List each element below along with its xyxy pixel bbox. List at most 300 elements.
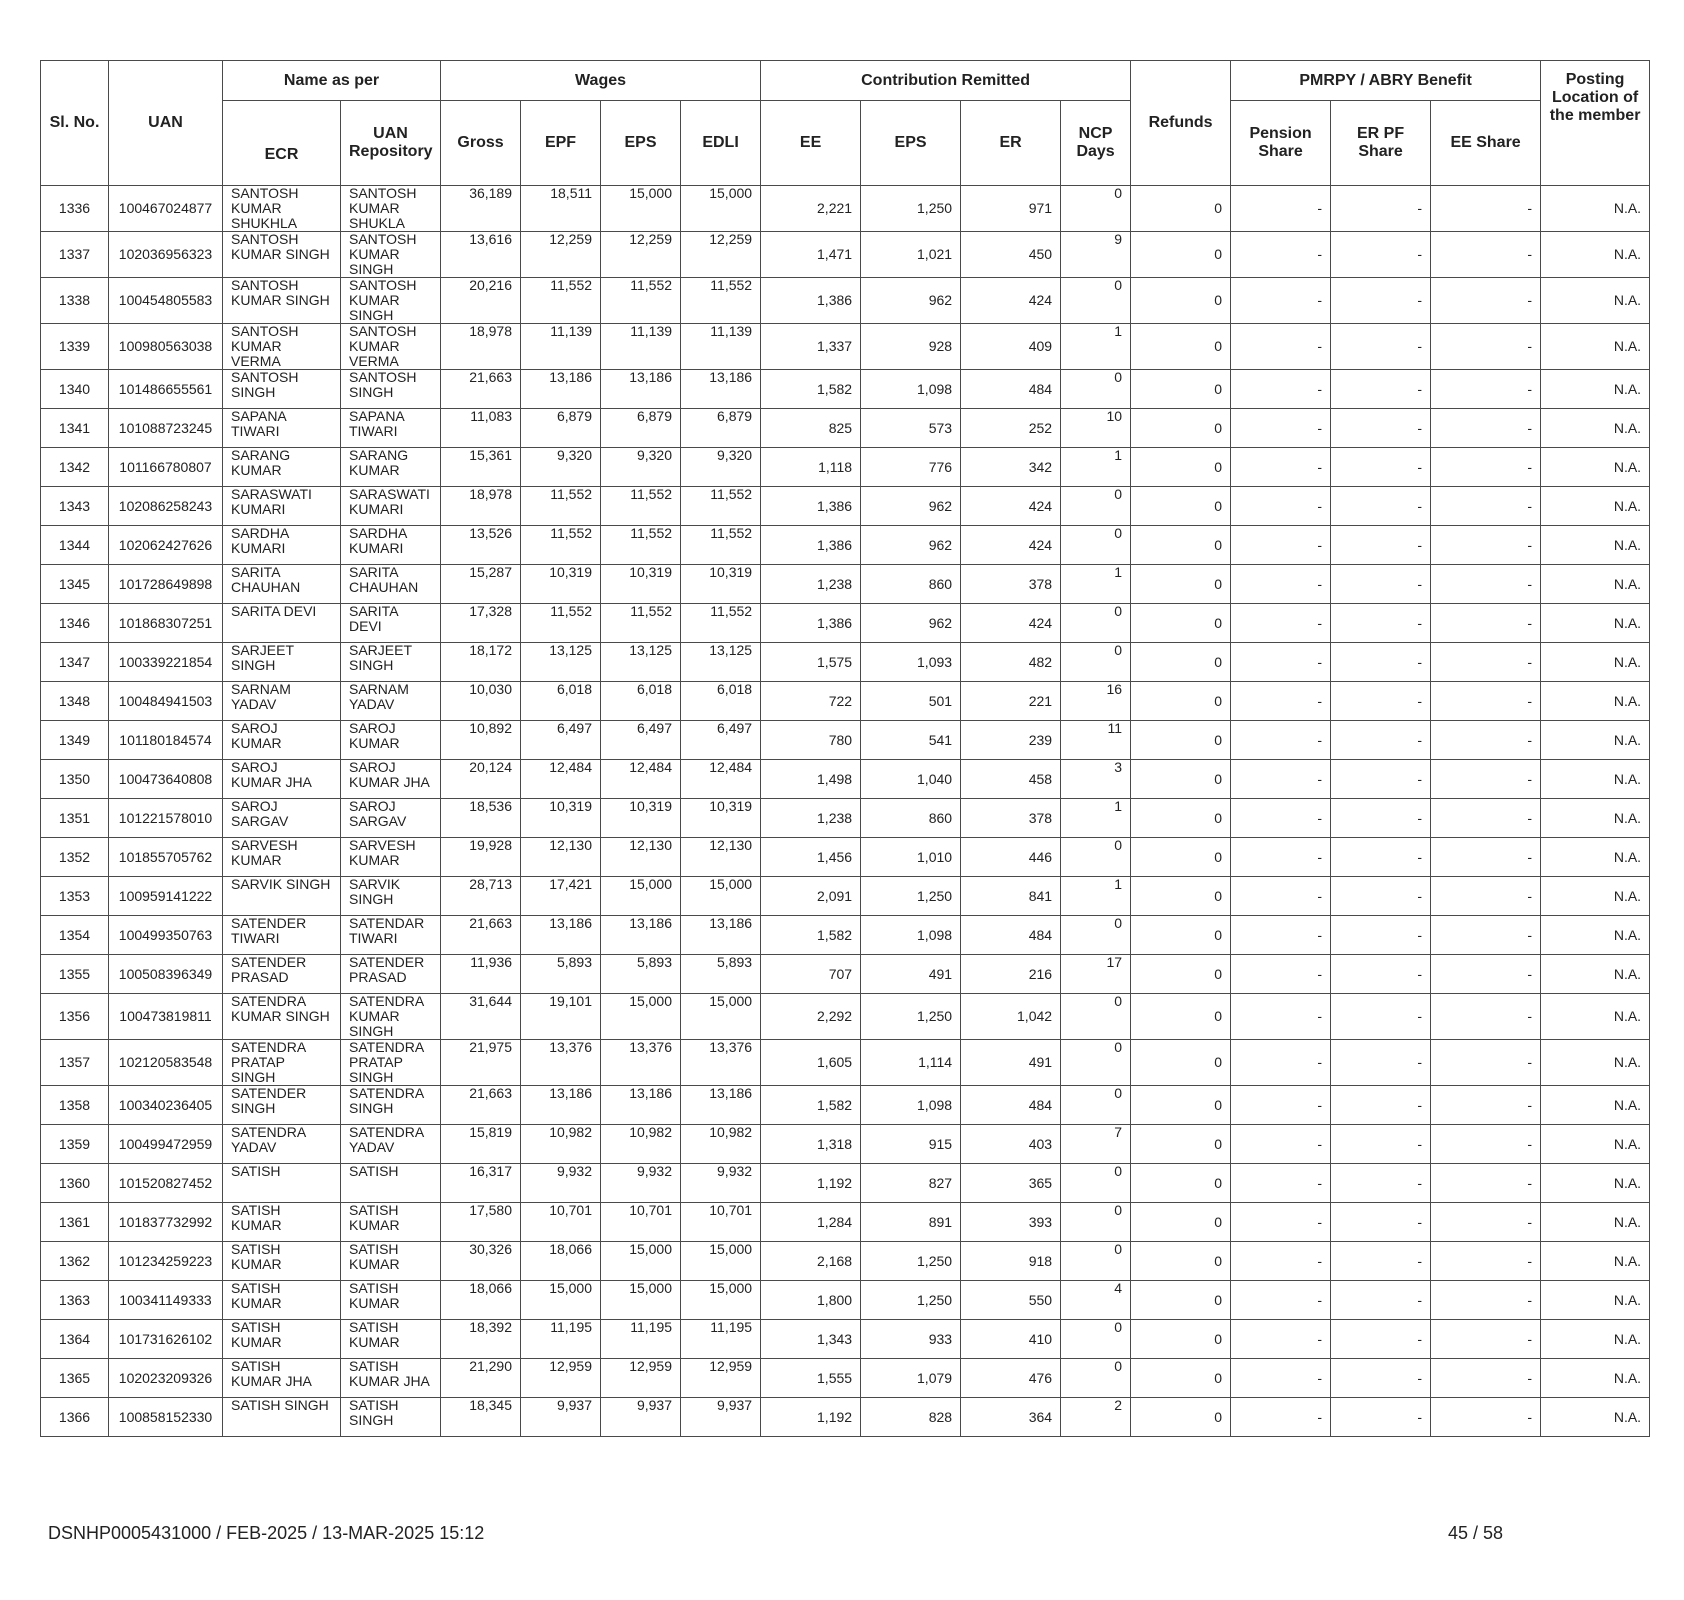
cell-uan-repository-name: SATENDAR TIWARI bbox=[341, 916, 441, 955]
cell-edli: 10,701 bbox=[681, 1203, 761, 1242]
header-er: ER bbox=[961, 101, 1061, 186]
cell-posting-location: N.A. bbox=[1541, 232, 1650, 278]
cell-ee: 1,386 bbox=[761, 526, 861, 565]
cell-contribution-eps: 962 bbox=[861, 526, 961, 565]
cell-uan-repository-name: SARASWATI KUMARI bbox=[341, 487, 441, 526]
cell-er: 393 bbox=[961, 1203, 1061, 1242]
cell-refunds: 0 bbox=[1131, 1281, 1231, 1320]
cell-epf: 11,195 bbox=[521, 1320, 601, 1359]
cell-er-pf-share: - bbox=[1331, 916, 1431, 955]
cell-er-pf-share: - bbox=[1331, 1320, 1431, 1359]
cell-ecr-name: SANTOSH KUMAR SINGH bbox=[223, 232, 341, 278]
cell-ee-share: - bbox=[1431, 324, 1541, 370]
cell-wages-eps: 11,139 bbox=[601, 324, 681, 370]
cell-ecr-name: SATENDER TIWARI bbox=[223, 916, 341, 955]
cell-epf: 17,421 bbox=[521, 877, 601, 916]
cell-posting-location: N.A. bbox=[1541, 643, 1650, 682]
cell-er: 403 bbox=[961, 1125, 1061, 1164]
cell-pension-share: - bbox=[1231, 448, 1331, 487]
cell-gross: 20,216 bbox=[441, 278, 521, 324]
cell-er: 216 bbox=[961, 955, 1061, 994]
cell-epf: 12,484 bbox=[521, 760, 601, 799]
cell-sl-no: 1361 bbox=[41, 1203, 109, 1242]
cell-contribution-eps: 776 bbox=[861, 448, 961, 487]
cell-ecr-name: SATENDRA YADAV bbox=[223, 1125, 341, 1164]
cell-uan: 100508396349 bbox=[109, 955, 223, 994]
cell-pension-share: - bbox=[1231, 1203, 1331, 1242]
cell-gross: 36,189 bbox=[441, 186, 521, 232]
cell-edli: 6,497 bbox=[681, 721, 761, 760]
cell-sl-no: 1357 bbox=[41, 1040, 109, 1086]
cell-epf: 10,982 bbox=[521, 1125, 601, 1164]
cell-ecr-name: SATENDER PRASAD bbox=[223, 955, 341, 994]
table-row bbox=[41, 994, 1650, 1040]
cell-ncp-days: 0 bbox=[1061, 994, 1131, 1040]
cell-uan-repository-name: SATISH KUMAR JHA bbox=[341, 1359, 441, 1398]
cell-gross: 18,536 bbox=[441, 799, 521, 838]
cell-uan-repository-name: SANTOSH KUMAR SINGH bbox=[341, 232, 441, 278]
cell-wages-eps: 11,552 bbox=[601, 604, 681, 643]
cell-refunds: 0 bbox=[1131, 1320, 1231, 1359]
cell-ecr-name: SARDHA KUMARI bbox=[223, 526, 341, 565]
cell-ecr-name: SATISH KUMAR bbox=[223, 1242, 341, 1281]
cell-er-pf-share: - bbox=[1331, 643, 1431, 682]
cell-uan: 102120583548 bbox=[109, 1040, 223, 1086]
cell-epf: 13,125 bbox=[521, 643, 601, 682]
cell-er-pf-share: - bbox=[1331, 1125, 1431, 1164]
cell-gross: 18,066 bbox=[441, 1281, 521, 1320]
cell-pension-share: - bbox=[1231, 1164, 1331, 1203]
cell-ecr-name: SARNAM YADAV bbox=[223, 682, 341, 721]
cell-contribution-eps: 962 bbox=[861, 604, 961, 643]
cell-ee: 1,343 bbox=[761, 1320, 861, 1359]
cell-edli: 11,552 bbox=[681, 604, 761, 643]
cell-ecr-name: SARVESH KUMAR bbox=[223, 838, 341, 877]
cell-wages-eps: 11,195 bbox=[601, 1320, 681, 1359]
cell-ecr-name: SAROJ KUMAR bbox=[223, 721, 341, 760]
table-row bbox=[41, 448, 1650, 487]
cell-refunds: 0 bbox=[1131, 604, 1231, 643]
cell-ee-share: - bbox=[1431, 1125, 1541, 1164]
cell-refunds: 0 bbox=[1131, 799, 1231, 838]
cell-ee-share: - bbox=[1431, 565, 1541, 604]
cell-ee-share: - bbox=[1431, 838, 1541, 877]
cell-contribution-eps: 541 bbox=[861, 721, 961, 760]
cell-ee-share: - bbox=[1431, 278, 1541, 324]
table-row bbox=[41, 409, 1650, 448]
cell-ee-share: - bbox=[1431, 1040, 1541, 1086]
cell-ncp-days: 1 bbox=[1061, 799, 1131, 838]
cell-uan-repository-name: SANTOSH KUMAR VERMA bbox=[341, 324, 441, 370]
cell-refunds: 0 bbox=[1131, 487, 1231, 526]
cell-uan-repository-name: SANTOSH KUMAR SINGH bbox=[341, 278, 441, 324]
cell-edli: 13,186 bbox=[681, 916, 761, 955]
cell-er: 424 bbox=[961, 278, 1061, 324]
cell-edli: 9,932 bbox=[681, 1164, 761, 1203]
cell-sl-no: 1356 bbox=[41, 994, 109, 1040]
cell-sl-no: 1336 bbox=[41, 186, 109, 232]
cell-posting-location: N.A. bbox=[1541, 799, 1650, 838]
cell-uan-repository-name: SATENDRA PRATAP SINGH bbox=[341, 1040, 441, 1086]
cell-ncp-days: 2 bbox=[1061, 1398, 1131, 1437]
cell-wages-eps: 13,186 bbox=[601, 1086, 681, 1125]
header-epf: EPF bbox=[521, 101, 601, 186]
cell-wages-eps: 6,497 bbox=[601, 721, 681, 760]
cell-uan-repository-name: SATENDER PRASAD bbox=[341, 955, 441, 994]
cell-sl-no: 1340 bbox=[41, 370, 109, 409]
cell-uan: 101520827452 bbox=[109, 1164, 223, 1203]
cell-posting-location: N.A. bbox=[1541, 409, 1650, 448]
cell-posting-location: N.A. bbox=[1541, 916, 1650, 955]
cell-posting-location: N.A. bbox=[1541, 1359, 1650, 1398]
cell-uan-repository-name: SARITA DEVI bbox=[341, 604, 441, 643]
table-row bbox=[41, 565, 1650, 604]
header-ecr: ECR bbox=[223, 101, 341, 186]
cell-er-pf-share: - bbox=[1331, 232, 1431, 278]
cell-sl-no: 1339 bbox=[41, 324, 109, 370]
cell-wages-eps: 9,932 bbox=[601, 1164, 681, 1203]
cell-refunds: 0 bbox=[1131, 1242, 1231, 1281]
cell-contribution-eps: 962 bbox=[861, 278, 961, 324]
cell-ecr-name: SARJEET SINGH bbox=[223, 643, 341, 682]
cell-ee: 707 bbox=[761, 955, 861, 994]
cell-er-pf-share: - bbox=[1331, 186, 1431, 232]
cell-pension-share: - bbox=[1231, 232, 1331, 278]
cell-edli: 15,000 bbox=[681, 1242, 761, 1281]
cell-ee: 1,498 bbox=[761, 760, 861, 799]
cell-er-pf-share: - bbox=[1331, 760, 1431, 799]
cell-er-pf-share: - bbox=[1331, 1203, 1431, 1242]
cell-wages-eps: 15,000 bbox=[601, 994, 681, 1040]
cell-ee: 1,575 bbox=[761, 643, 861, 682]
cell-ee-share: - bbox=[1431, 955, 1541, 994]
cell-refunds: 0 bbox=[1131, 278, 1231, 324]
cell-sl-no: 1349 bbox=[41, 721, 109, 760]
cell-posting-location: N.A. bbox=[1541, 1203, 1650, 1242]
cell-posting-location: N.A. bbox=[1541, 838, 1650, 877]
cell-contribution-eps: 1,250 bbox=[861, 1281, 961, 1320]
cell-er-pf-share: - bbox=[1331, 526, 1431, 565]
cell-refunds: 0 bbox=[1131, 643, 1231, 682]
cell-pension-share: - bbox=[1231, 721, 1331, 760]
table-row bbox=[41, 643, 1650, 682]
cell-epf: 12,959 bbox=[521, 1359, 601, 1398]
cell-posting-location: N.A. bbox=[1541, 877, 1650, 916]
cell-er-pf-share: - bbox=[1331, 409, 1431, 448]
cell-er-pf-share: - bbox=[1331, 1398, 1431, 1437]
cell-edli: 10,319 bbox=[681, 799, 761, 838]
cell-ee: 722 bbox=[761, 682, 861, 721]
cell-epf: 15,000 bbox=[521, 1281, 601, 1320]
cell-pension-share: - bbox=[1231, 799, 1331, 838]
cell-pension-share: - bbox=[1231, 186, 1331, 232]
cell-edli: 11,552 bbox=[681, 487, 761, 526]
cell-gross: 17,328 bbox=[441, 604, 521, 643]
cell-posting-location: N.A. bbox=[1541, 721, 1650, 760]
cell-er-pf-share: - bbox=[1331, 721, 1431, 760]
cell-ecr-name: SANTOSH SINGH bbox=[223, 370, 341, 409]
cell-ecr-name: SANTOSH KUMAR SHUKHLA bbox=[223, 186, 341, 232]
cell-uan: 101868307251 bbox=[109, 604, 223, 643]
table-body bbox=[41, 186, 1650, 1437]
cell-uan-repository-name: SATENDRA KUMAR SINGH bbox=[341, 994, 441, 1040]
header-ncp-days: NCP Days bbox=[1061, 101, 1131, 186]
cell-ee: 1,337 bbox=[761, 324, 861, 370]
table-header bbox=[41, 61, 1650, 186]
cell-er: 378 bbox=[961, 565, 1061, 604]
cell-refunds: 0 bbox=[1131, 1359, 1231, 1398]
cell-pension-share: - bbox=[1231, 838, 1331, 877]
cell-contribution-eps: 933 bbox=[861, 1320, 961, 1359]
cell-edli: 15,000 bbox=[681, 994, 761, 1040]
cell-pension-share: - bbox=[1231, 1398, 1331, 1437]
cell-er: 491 bbox=[961, 1040, 1061, 1086]
cell-pension-share: - bbox=[1231, 409, 1331, 448]
cell-refunds: 0 bbox=[1131, 1203, 1231, 1242]
cell-refunds: 0 bbox=[1131, 1125, 1231, 1164]
table-row bbox=[41, 278, 1650, 324]
cell-er-pf-share: - bbox=[1331, 955, 1431, 994]
cell-edli: 10,982 bbox=[681, 1125, 761, 1164]
cell-er-pf-share: - bbox=[1331, 1040, 1431, 1086]
cell-sl-no: 1341 bbox=[41, 409, 109, 448]
cell-ncp-days: 0 bbox=[1061, 487, 1131, 526]
cell-gross: 15,287 bbox=[441, 565, 521, 604]
cell-er: 450 bbox=[961, 232, 1061, 278]
cell-ee: 1,386 bbox=[761, 487, 861, 526]
cell-epf: 10,319 bbox=[521, 565, 601, 604]
cell-epf: 6,497 bbox=[521, 721, 601, 760]
cell-pension-share: - bbox=[1231, 994, 1331, 1040]
cell-uan: 100467024877 bbox=[109, 186, 223, 232]
cell-pension-share: - bbox=[1231, 565, 1331, 604]
cell-ee-share: - bbox=[1431, 682, 1541, 721]
cell-er: 484 bbox=[961, 1086, 1061, 1125]
table-row bbox=[41, 877, 1650, 916]
cell-edli: 12,130 bbox=[681, 838, 761, 877]
cell-uan-repository-name: SATENDRA SINGH bbox=[341, 1086, 441, 1125]
cell-posting-location: N.A. bbox=[1541, 448, 1650, 487]
cell-er: 918 bbox=[961, 1242, 1061, 1281]
cell-uan-repository-name: SAROJ SARGAV bbox=[341, 799, 441, 838]
cell-sl-no: 1345 bbox=[41, 565, 109, 604]
cell-contribution-eps: 860 bbox=[861, 565, 961, 604]
cell-ecr-name: SATISH SINGH bbox=[223, 1398, 341, 1437]
cell-pension-share: - bbox=[1231, 324, 1331, 370]
cell-uan-repository-name: SANTOSH KUMAR SHUKLA bbox=[341, 186, 441, 232]
cell-er: 424 bbox=[961, 487, 1061, 526]
cell-epf: 13,186 bbox=[521, 916, 601, 955]
header-posting-location: Posting Location of the member bbox=[1541, 61, 1650, 186]
cell-er: 484 bbox=[961, 370, 1061, 409]
cell-refunds: 0 bbox=[1131, 916, 1231, 955]
cell-refunds: 0 bbox=[1131, 955, 1231, 994]
cell-ncp-days: 17 bbox=[1061, 955, 1131, 994]
cell-ee-share: - bbox=[1431, 1164, 1541, 1203]
cell-ee-share: - bbox=[1431, 487, 1541, 526]
cell-gross: 31,644 bbox=[441, 994, 521, 1040]
cell-epf: 6,879 bbox=[521, 409, 601, 448]
cell-epf: 9,932 bbox=[521, 1164, 601, 1203]
cell-epf: 11,552 bbox=[521, 487, 601, 526]
cell-posting-location: N.A. bbox=[1541, 1398, 1650, 1437]
cell-ncp-days: 7 bbox=[1061, 1125, 1131, 1164]
page-number: 45 / 58 bbox=[1448, 1523, 1504, 1543]
table-row bbox=[41, 1125, 1650, 1164]
cell-gross: 10,892 bbox=[441, 721, 521, 760]
cell-ncp-days: 11 bbox=[1061, 721, 1131, 760]
cell-uan: 100484941503 bbox=[109, 682, 223, 721]
cell-refunds: 0 bbox=[1131, 370, 1231, 409]
cell-refunds: 0 bbox=[1131, 232, 1231, 278]
cell-ecr-name: SAROJ SARGAV bbox=[223, 799, 341, 838]
cell-epf: 9,937 bbox=[521, 1398, 601, 1437]
cell-ncp-days: 0 bbox=[1061, 186, 1131, 232]
cell-ncp-days: 10 bbox=[1061, 409, 1131, 448]
cell-ncp-days: 0 bbox=[1061, 1164, 1131, 1203]
cell-gross: 20,124 bbox=[441, 760, 521, 799]
cell-edli: 5,893 bbox=[681, 955, 761, 994]
cell-ecr-name: SANTOSH KUMAR SINGH bbox=[223, 278, 341, 324]
cell-epf: 12,130 bbox=[521, 838, 601, 877]
table-row bbox=[41, 1040, 1650, 1086]
cell-wages-eps: 13,186 bbox=[601, 916, 681, 955]
cell-ncp-days: 0 bbox=[1061, 278, 1131, 324]
cell-ee: 1,800 bbox=[761, 1281, 861, 1320]
cell-contribution-eps: 1,021 bbox=[861, 232, 961, 278]
cell-pension-share: - bbox=[1231, 526, 1331, 565]
header-gross: Gross bbox=[441, 101, 521, 186]
cell-ecr-name: SATISH KUMAR bbox=[223, 1320, 341, 1359]
header-name-as-per: Name as per bbox=[223, 61, 441, 101]
cell-er: 378 bbox=[961, 799, 1061, 838]
cell-pension-share: - bbox=[1231, 1040, 1331, 1086]
cell-er-pf-share: - bbox=[1331, 1164, 1431, 1203]
cell-ee-share: - bbox=[1431, 1281, 1541, 1320]
cell-ee-share: - bbox=[1431, 643, 1541, 682]
header-sl-no: Sl. No. bbox=[41, 61, 109, 186]
cell-ee-share: - bbox=[1431, 1359, 1541, 1398]
cell-sl-no: 1354 bbox=[41, 916, 109, 955]
cell-pension-share: - bbox=[1231, 682, 1331, 721]
cell-ncp-days: 1 bbox=[1061, 565, 1131, 604]
cell-ecr-name: SARASWATI KUMARI bbox=[223, 487, 341, 526]
cell-gross: 18,172 bbox=[441, 643, 521, 682]
cell-er-pf-share: - bbox=[1331, 604, 1431, 643]
cell-pension-share: - bbox=[1231, 916, 1331, 955]
cell-uan: 101855705762 bbox=[109, 838, 223, 877]
cell-wages-eps: 11,552 bbox=[601, 526, 681, 565]
cell-ecr-name: SARVIK SINGH bbox=[223, 877, 341, 916]
cell-ecr-name: SATISH KUMAR bbox=[223, 1203, 341, 1242]
cell-er-pf-share: - bbox=[1331, 487, 1431, 526]
cell-pension-share: - bbox=[1231, 955, 1331, 994]
cell-contribution-eps: 928 bbox=[861, 324, 961, 370]
table-row bbox=[41, 838, 1650, 877]
cell-posting-location: N.A. bbox=[1541, 1164, 1650, 1203]
cell-gross: 15,819 bbox=[441, 1125, 521, 1164]
cell-uan-repository-name: SATISH KUMAR bbox=[341, 1281, 441, 1320]
cell-er-pf-share: - bbox=[1331, 370, 1431, 409]
cell-edli: 13,186 bbox=[681, 1086, 761, 1125]
cell-ee-share: - bbox=[1431, 409, 1541, 448]
cell-gross: 17,580 bbox=[441, 1203, 521, 1242]
cell-pension-share: - bbox=[1231, 1320, 1331, 1359]
header-uan-repository: UAN Repository bbox=[341, 101, 441, 186]
cell-ecr-name: SATENDER SINGH bbox=[223, 1086, 341, 1125]
cell-ncp-days: 1 bbox=[1061, 324, 1131, 370]
cell-sl-no: 1364 bbox=[41, 1320, 109, 1359]
cell-uan: 100980563038 bbox=[109, 324, 223, 370]
cell-wages-eps: 11,552 bbox=[601, 278, 681, 324]
cell-posting-location: N.A. bbox=[1541, 370, 1650, 409]
cell-contribution-eps: 1,093 bbox=[861, 643, 961, 682]
cell-refunds: 0 bbox=[1131, 1164, 1231, 1203]
cell-er: 482 bbox=[961, 643, 1061, 682]
cell-edli: 15,000 bbox=[681, 186, 761, 232]
cell-er: 550 bbox=[961, 1281, 1061, 1320]
cell-wages-eps: 15,000 bbox=[601, 1281, 681, 1320]
cell-epf: 12,259 bbox=[521, 232, 601, 278]
cell-pension-share: - bbox=[1231, 487, 1331, 526]
cell-er: 971 bbox=[961, 186, 1061, 232]
cell-ee: 2,221 bbox=[761, 186, 861, 232]
cell-refunds: 0 bbox=[1131, 1398, 1231, 1437]
cell-epf: 13,186 bbox=[521, 370, 601, 409]
cell-contribution-eps: 1,098 bbox=[861, 916, 961, 955]
cell-ecr-name: SAROJ KUMAR JHA bbox=[223, 760, 341, 799]
cell-er: 841 bbox=[961, 877, 1061, 916]
header-uan: UAN bbox=[109, 61, 223, 186]
table-row bbox=[41, 186, 1650, 232]
cell-gross: 21,975 bbox=[441, 1040, 521, 1086]
cell-er: 409 bbox=[961, 324, 1061, 370]
cell-epf: 11,139 bbox=[521, 324, 601, 370]
cell-posting-location: N.A. bbox=[1541, 1320, 1650, 1359]
cell-posting-location: N.A. bbox=[1541, 526, 1650, 565]
cell-refunds: 0 bbox=[1131, 409, 1231, 448]
cell-pension-share: - bbox=[1231, 1242, 1331, 1281]
cell-sl-no: 1347 bbox=[41, 643, 109, 682]
table-row bbox=[41, 1164, 1650, 1203]
cell-uan: 102036956323 bbox=[109, 232, 223, 278]
cell-uan-repository-name: SATISH KUMAR bbox=[341, 1242, 441, 1281]
cell-ee-share: - bbox=[1431, 232, 1541, 278]
cell-edli: 11,195 bbox=[681, 1320, 761, 1359]
cell-ncp-days: 0 bbox=[1061, 838, 1131, 877]
cell-ee: 2,292 bbox=[761, 994, 861, 1040]
cell-contribution-eps: 1,114 bbox=[861, 1040, 961, 1086]
cell-epf: 11,552 bbox=[521, 526, 601, 565]
cell-contribution-eps: 1,250 bbox=[861, 1242, 961, 1281]
cell-ncp-days: 0 bbox=[1061, 1203, 1131, 1242]
cell-posting-location: N.A. bbox=[1541, 324, 1650, 370]
cell-uan-repository-name: SAROJ KUMAR bbox=[341, 721, 441, 760]
cell-refunds: 0 bbox=[1131, 721, 1231, 760]
cell-uan: 100454805583 bbox=[109, 278, 223, 324]
cell-sl-no: 1350 bbox=[41, 760, 109, 799]
cell-er: 342 bbox=[961, 448, 1061, 487]
cell-er: 239 bbox=[961, 721, 1061, 760]
cell-uan-repository-name: SARNAM YADAV bbox=[341, 682, 441, 721]
cell-ecr-name: SATENDRA PRATAP SINGH bbox=[223, 1040, 341, 1086]
cell-ee-share: - bbox=[1431, 1320, 1541, 1359]
cell-uan-repository-name: SAROJ KUMAR JHA bbox=[341, 760, 441, 799]
cell-sl-no: 1358 bbox=[41, 1086, 109, 1125]
cell-ee: 1,238 bbox=[761, 565, 861, 604]
cell-posting-location: N.A. bbox=[1541, 487, 1650, 526]
cell-ncp-days: 0 bbox=[1061, 1086, 1131, 1125]
